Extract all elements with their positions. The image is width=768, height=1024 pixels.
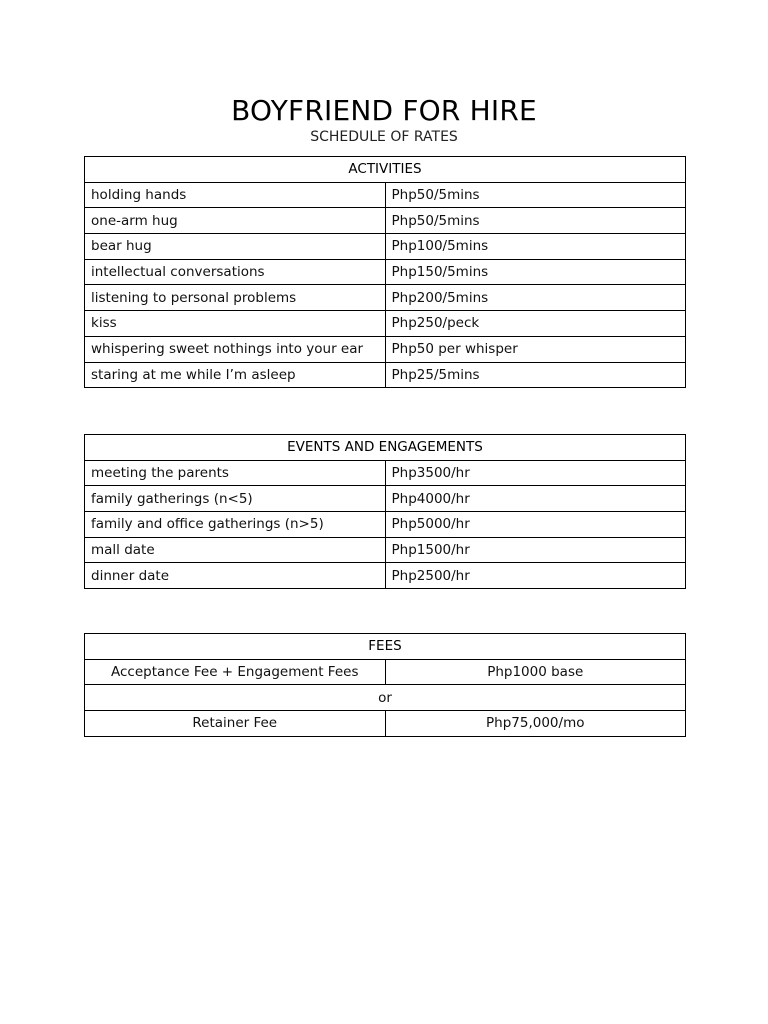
activity-rate: Php50/5mins (385, 182, 686, 208)
table-row (85, 285, 686, 311)
activity-rate: Php150/5mins (385, 259, 686, 285)
activity-name: holding hands (85, 182, 386, 208)
fee-rate: Php75,000/mo (385, 711, 686, 737)
activity-rate: Php100/5mins (385, 234, 686, 260)
activity-name: staring at me while I’m asleep (85, 362, 386, 388)
event-rate: Php4000/hr (385, 486, 686, 512)
fee-name: Retainer Fee (85, 711, 386, 737)
table-header-row (85, 435, 686, 461)
page-title: BOYFRIEND FOR HIRE (231, 94, 537, 127)
activity-name: listening to personal problems (85, 285, 386, 311)
activity-name: kiss (85, 311, 386, 337)
activity-rate: Php50 per whisper (385, 336, 686, 362)
fee-rate: Php1000 base (385, 659, 686, 685)
events-header: EVENTS AND ENGAGEMENTS (85, 435, 686, 461)
table-row (85, 512, 686, 538)
table-row (85, 537, 686, 563)
event-rate: Php1500/hr (385, 537, 686, 563)
table-row (85, 685, 686, 711)
activity-name: bear hug (85, 234, 386, 260)
table-row (85, 563, 686, 589)
event-name: mall date (85, 537, 386, 563)
table-row (85, 182, 686, 208)
fee-separator: or (85, 685, 686, 711)
page-subtitle: SCHEDULE OF RATES (310, 129, 458, 145)
fee-name: Acceptance Fee + Engagement Fees (85, 659, 386, 685)
table-row (85, 711, 686, 737)
activity-name: whispering sweet nothings into your ear (85, 336, 386, 362)
table-row (85, 362, 686, 388)
activity-rate: Php200/5mins (385, 285, 686, 311)
fees-table (84, 633, 686, 737)
table-row (85, 208, 686, 234)
table-row (85, 234, 686, 260)
event-name: meeting the parents (85, 460, 386, 486)
table-row (85, 336, 686, 362)
table-header-row (85, 157, 686, 183)
table-row (85, 311, 686, 337)
table-row (85, 460, 686, 486)
event-rate: Php3500/hr (385, 460, 686, 486)
activity-name: intellectual conversations (85, 259, 386, 285)
table-row (85, 486, 686, 512)
activity-rate: Php50/5mins (385, 208, 686, 234)
activity-rate: Php25/5mins (385, 362, 686, 388)
table-row (85, 659, 686, 685)
fees-header: FEES (85, 634, 686, 660)
activities-table (84, 156, 686, 388)
activity-name: one-arm hug (85, 208, 386, 234)
event-rate: Php5000/hr (385, 512, 686, 538)
events-table (84, 434, 686, 589)
activities-header: ACTIVITIES (85, 157, 686, 183)
event-name: family gatherings (n<5) (85, 486, 386, 512)
event-name: family and office gatherings (n>5) (85, 512, 386, 538)
event-name: dinner date (85, 563, 386, 589)
activity-rate: Php250/peck (385, 311, 686, 337)
table-row (85, 259, 686, 285)
table-header-row (85, 634, 686, 660)
event-rate: Php2500/hr (385, 563, 686, 589)
